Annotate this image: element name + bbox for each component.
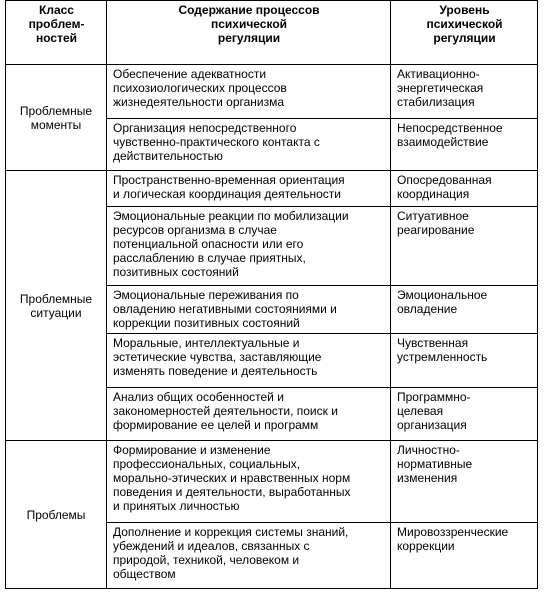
class-cell-problems: Проблемы [6,441,107,589]
content-cell: Обеспечение адекватности психозиологических процессов жизнедеятельности организма [107,65,391,119]
content-cell: Эмоциональные реакции по мобилизации ресурсов организма в случае потенциальной опасности или его расслаблению в случае приятных, позитивных состояний [107,207,391,286]
table-row [6,441,538,523]
header-content: Содержание процессов психической регуляции [107,1,391,65]
level-cell: Чувственная устремленность [391,334,538,388]
table-row [6,65,538,119]
header-level: Уровень психической регуляции [391,1,538,65]
content-cell: Пространственно-временная ориентация и логическая координация деятельности [107,171,391,207]
level-cell: Непосредственное взаимодействие [391,119,538,171]
regulation-table [5,0,538,589]
level-cell: Эмоциональное овладение [391,286,538,334]
level-cell: Опосредованная координация [391,171,538,207]
content-cell: Моральные, интеллектуальные и эстетические чувства, заставляющие изменять поведение и деятельность [107,334,391,388]
header-class: Класс проблем- ностей [6,1,107,65]
level-cell: Активационно- энергетическая стабилизация [391,65,538,119]
level-cell: Ситуативное реагирование [391,207,538,286]
level-cell: Личностно- нормативные изменения [391,441,538,523]
content-cell: Формирование и изменение профессиональных, социальных, морально-этических и нравственных норм поведения и деятельности, выработанных и принятых личностью [107,441,391,523]
class-cell-moments: Проблемные моменты [6,65,107,171]
content-cell: Эмоциональные переживания по овладению негативными состояниями и коррекции позитивных состояний [107,286,391,334]
content-cell: Дополнение и коррекция системы знаний, убеждений и идеалов, связанных с природой, техникой, человеком и обществом [107,523,391,589]
class-cell-situations: Проблемные ситуации [6,171,107,441]
table-row [6,171,538,207]
level-cell: Программно- целевая организация [391,388,538,441]
level-cell: Мировоззренческие коррекции [391,523,538,589]
content-cell: Анализ общих особенностей и закономерностей деятельности, поиск и формирование ее целей и программ [107,388,391,441]
content-cell: Организация непосредственного чувственно-практического контакта с действительностью [107,119,391,171]
header-row [6,1,538,65]
